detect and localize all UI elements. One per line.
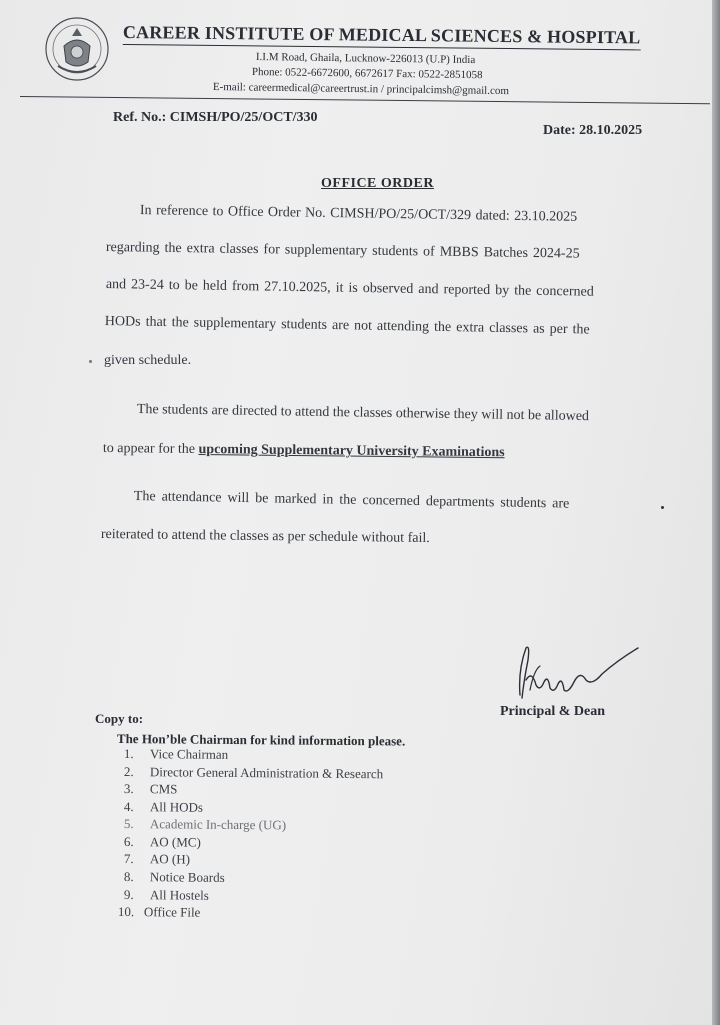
copy-list-item: 8. Notice Boards — [123, 869, 225, 885]
document-title: OFFICE ORDER — [321, 176, 434, 191]
header-divider — [20, 96, 710, 104]
order-date: Date: 28.10.2025 — [543, 123, 643, 138]
copy-list-item: 6. AO (MC) — [123, 834, 201, 850]
institute-name: CAREER INSTITUTE OF MEDICAL SCIENCES & HOSPITAL — [123, 22, 641, 50]
body-line: regarding the extra classes for supplementary students of MBBS Batches 2024-25 — [105, 240, 580, 262]
reference-number: Ref. No.: CIMSH/PO/25/OCT/330 — [113, 110, 318, 125]
body-line — [103, 441, 505, 461]
copy-list-item: 10. Office File — [117, 904, 201, 920]
body-text: to appear for the — [102, 441, 199, 458]
institute-email: E-mail: careermedical@careertrust.in / principalcimsh@gmail.com — [212, 81, 510, 98]
copy-chairman-line: The Hon’ble Chairman for kind information please. — [116, 731, 406, 749]
copy-list-item: 9. All Hostels — [123, 887, 209, 903]
copy-list-item: 2. Director General Administration & Research — [123, 764, 384, 782]
body-line: HODs that the supplementary students are not attending the extra classes as per the — [104, 314, 590, 338]
copy-list-item: 4. All HODs — [123, 799, 204, 815]
body-line: The students are directed to attend the classes otherwise they will not be allowed — [136, 402, 590, 425]
copy-list-item: 3. CMS — [123, 781, 178, 797]
institute-phone: Phone: 0522-6672600, 6672617 Fax: 0522-2851058 — [251, 66, 483, 82]
ink-mark — [89, 360, 92, 363]
copy-list-item: 5. Academic In-charge (UG) — [123, 816, 287, 833]
copy-list-item: 1. Vice Chairman — [123, 746, 229, 762]
institute-address: I.I.M Road, Ghaila, Lucknow-226013 (U.P) India — [255, 51, 476, 67]
handwritten-signature — [510, 640, 645, 702]
copy-list-item: 7. AO (H) — [123, 851, 191, 867]
body-line: In reference to Office Order No. CIMSH/PO/25/OCT/329 dated: 23.10.2025 — [139, 203, 578, 225]
signatory-title: Principal & Dean — [500, 704, 605, 719]
body-line: and 23-24 to be held from 27.10.2025, it is observed and reported by the concerned — [105, 277, 594, 300]
body-line: given schedule. — [104, 353, 192, 368]
emphasized-text: upcoming Supplementary University Examinations — [198, 442, 505, 461]
institute-emblem-icon — [44, 16, 110, 82]
page-edge-shadow — [712, 0, 720, 1025]
ink-mark — [661, 506, 664, 509]
copy-to-label: Copy to: — [95, 711, 144, 726]
body-line: reiterated to attend the classes as per schedule without fail. — [100, 527, 430, 547]
body-line: The attendance will be marked in the concerned departments students are — [133, 489, 570, 512]
